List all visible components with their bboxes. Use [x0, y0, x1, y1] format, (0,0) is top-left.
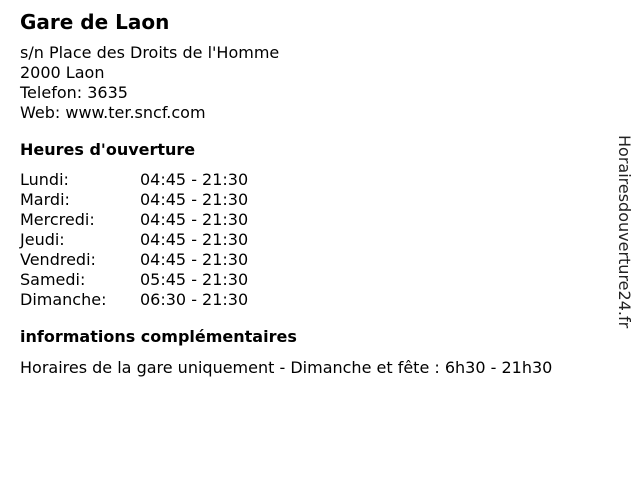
hours-row-sunday — [20, 290, 615, 310]
opening-hours-heading: Heures d'ouverture — [20, 140, 196, 159]
hours-time: 04:45 - 21:30 — [140, 230, 249, 249]
hours-day: Vendredi: — [20, 250, 96, 269]
hours-day: Mardi: — [20, 190, 70, 209]
watermark-text: Horairesdouverture24.fr — [615, 135, 634, 329]
hours-day: Jeudi: — [20, 230, 65, 249]
station-address — [20, 43, 615, 123]
station-name: Gare de Laon — [20, 10, 170, 34]
hours-day: Lundi: — [20, 170, 69, 189]
hours-time: 04:45 - 21:30 — [140, 210, 249, 229]
additional-info-text: Horaires de la gare uniquement - Dimanche et fête : 6h30 - 21h30 — [20, 358, 553, 377]
hours-time: 04:45 - 21:30 — [140, 170, 249, 189]
hours-day: Mercredi: — [20, 210, 95, 229]
additional-info-heading: informations complémentaires — [20, 327, 297, 346]
station-card — [20, 10, 615, 378]
watermark — [612, 135, 634, 345]
hours-time: 04:45 - 21:30 — [140, 250, 249, 269]
address-line-1: s/n Place des Droits de l'Homme — [20, 43, 280, 62]
hours-time: 04:45 - 21:30 — [140, 190, 249, 209]
address-line-2: 2000 Laon — [20, 63, 105, 82]
hours-row-friday — [20, 250, 615, 270]
hours-day: Samedi: — [20, 270, 86, 289]
hours-row-tuesday — [20, 190, 615, 210]
hours-day: Dimanche: — [20, 290, 107, 309]
hours-row-wednesday — [20, 210, 615, 230]
hours-time: 05:45 - 21:30 — [140, 270, 249, 289]
opening-hours-table — [20, 170, 615, 310]
phone-line: Telefon: 3635 — [20, 83, 128, 102]
hours-row-thursday — [20, 230, 615, 250]
hours-row-monday — [20, 170, 615, 190]
hours-time: 06:30 - 21:30 — [140, 290, 249, 309]
web-line: Web: www.ter.sncf.com — [20, 103, 206, 122]
hours-row-saturday — [20, 270, 615, 290]
